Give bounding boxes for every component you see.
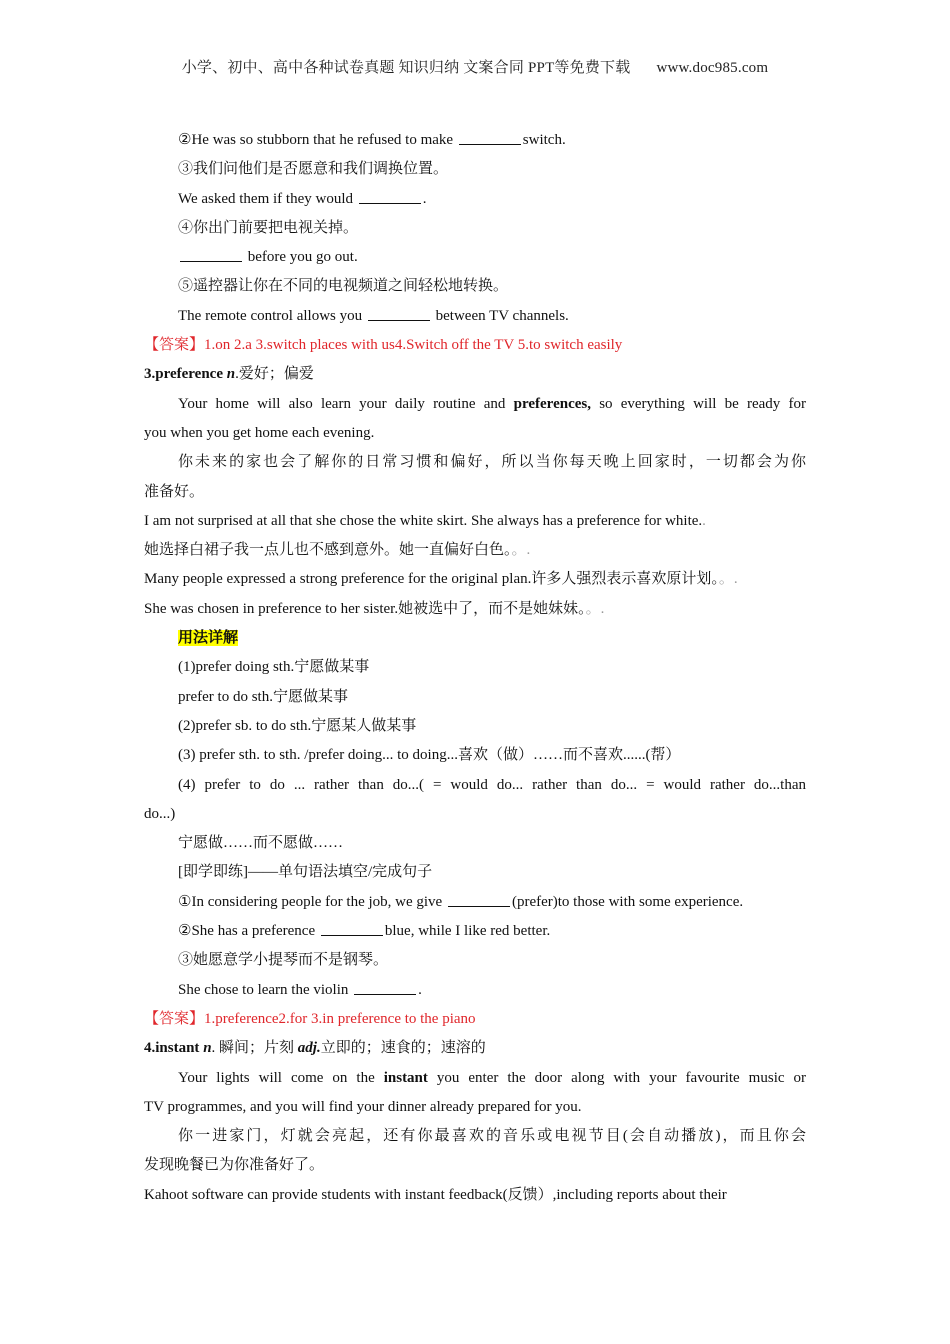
- paragraph: [144, 390, 806, 419]
- example-sentence: [144, 565, 806, 594]
- paragraph-cont: 发现晚餐已为你准备好了。: [144, 1157, 325, 1174]
- answer-blank: [448, 892, 510, 907]
- definition: 立即的；速食的；速溶的: [320, 1040, 486, 1057]
- answer-blank: [180, 247, 242, 262]
- paragraph: [144, 1064, 806, 1093]
- usage-line-cont: do...): [144, 805, 176, 822]
- usage-line: 宁愿做……而不愿做……: [178, 835, 344, 852]
- answer-blank: [354, 980, 416, 995]
- text: ②She has a preference: [178, 923, 319, 940]
- example-sentence: Kahoot software can provide students with instant feedback(反馈）,including reports about their: [144, 1186, 727, 1203]
- paragraph: 你未来的家也会了解你的日常习惯和偏好，所以当你每天晚上回家时，一切都会为你: [178, 454, 806, 471]
- answer-label: 【答案】: [144, 337, 205, 354]
- usage-line: (2)prefer sb. to do sth.宁愿某人做某事: [178, 717, 417, 734]
- text: 她选择白裙子我一点儿也不感到意外。她一直偏好白色。: [144, 542, 512, 559]
- text: you enter the door along with your favourite music or: [427, 1069, 806, 1086]
- exercise-line: [144, 126, 806, 155]
- text: The remote control allows you: [178, 307, 366, 324]
- example-sentence: [144, 595, 806, 624]
- part-of-speech: n: [203, 1040, 212, 1057]
- paragraph: 你一进家门，灯就会亮起，还有你最喜欢的音乐或电视节目(会自动播放)，而且你会: [178, 1128, 806, 1145]
- header-text: 小学、初中、高中各种试卷真题 知识归纳 文案合同 PPT等免费下载: [181, 60, 631, 76]
- text: Your home will also learn your daily routine and: [178, 395, 514, 412]
- keyword: instant: [383, 1069, 428, 1086]
- paragraph-cont: you when you get home each evening.: [144, 424, 375, 441]
- part-of-speech: adj.: [297, 1040, 321, 1057]
- text: ②He was so stubborn that he refused to make: [178, 132, 457, 148]
- exercise-line: ③她愿意学小提琴而不是钢琴。: [178, 952, 389, 969]
- text: Your lights will come on the: [178, 1069, 384, 1086]
- definition: . 瞬间；片刻: [211, 1040, 298, 1057]
- text: blue, while I like red better.: [384, 923, 551, 940]
- answer-line: [144, 331, 806, 360]
- usage-line: (3) prefer sth. to sth. /prefer doing... to doing...喜欢（做）……而不喜欢......(帮）: [178, 747, 681, 764]
- answer-line: [144, 1005, 806, 1034]
- part-of-speech: n: [226, 366, 236, 383]
- paragraph-cont: TV programmes, and you will find your dinner already prepared for you.: [144, 1098, 582, 1115]
- vocab-word: 3.preference: [144, 366, 227, 383]
- paragraph-cont: 准备好。: [144, 483, 205, 500]
- example-sentence: [144, 507, 806, 536]
- usage-line: (4) prefer to do ... rather than do...( = would do... rather than do... = would rather do...than: [178, 776, 806, 793]
- definition: .爱好；偏爱: [235, 366, 314, 383]
- page-header: [0, 56, 950, 77]
- text: ①In considering people for the job, we give: [178, 893, 446, 910]
- answer-label: 【答案】: [144, 1010, 205, 1027]
- answer-text: 1.preference2.for 3.in preference to the piano: [204, 1010, 476, 1027]
- keyword: preferences,: [513, 395, 591, 412]
- answer-blank: [459, 130, 521, 145]
- exercise-line: [144, 888, 806, 917]
- drill-title: [即学即练]——单句语法填空/完成句子: [178, 864, 433, 881]
- answer-text: 1.on 2.a 3.switch places with us4.Switch off the TV 5.to switch easily: [204, 337, 623, 354]
- exercise-line: ⑤遥控器让你在不同的电视频道之间轻松地转换。: [178, 278, 509, 295]
- header-url[interactable]: www.doc985.com: [656, 60, 769, 76]
- usage-title-text: 用法详解: [178, 630, 239, 647]
- mark: 。.: [718, 571, 738, 588]
- text: She was chosen in preference to her sister.她被选中了，而不是她妹妹。: [144, 600, 586, 617]
- exercise-line: ④你出门前要把电视关掉。: [178, 219, 359, 236]
- exercise-line: ③我们问他们是否愿意和我们调换位置。: [178, 161, 449, 178]
- text: switch.: [522, 132, 566, 148]
- exercise-line: [144, 302, 806, 331]
- text: between TV channels.: [431, 307, 569, 324]
- exercise-line: [144, 976, 806, 1005]
- text: before you go out.: [244, 249, 358, 266]
- text: Many people expressed a strong preference for the original plan.许多人强烈表示喜欢原计划。: [144, 571, 719, 588]
- text: (prefer)to those with some experience.: [511, 893, 744, 910]
- exercise-line: [144, 243, 806, 272]
- usage-line: (1)prefer doing sth.宁愿做某事: [178, 659, 370, 676]
- mark: .: [702, 512, 706, 529]
- usage-line: prefer to do sth.宁愿做某事: [178, 688, 348, 705]
- exercise-line: [144, 917, 806, 946]
- text: .: [422, 190, 427, 207]
- vocab-heading: [144, 360, 806, 389]
- text: We asked them if they would: [178, 190, 357, 207]
- answer-blank: [359, 189, 421, 204]
- exercise-line: [144, 185, 806, 214]
- text: She chose to learn the violin: [178, 981, 353, 998]
- vocab-heading: [144, 1034, 806, 1063]
- document-body: [144, 126, 806, 1210]
- vocab-word: 4.instant: [144, 1040, 204, 1057]
- text: so everything will be ready for: [590, 395, 807, 412]
- text: I am not surprised at all that she chose the white skirt. She always has a preference for white.: [144, 512, 703, 529]
- usage-title: [144, 624, 806, 653]
- answer-blank: [321, 921, 383, 936]
- text: .: [418, 981, 422, 998]
- mark: 。.: [511, 542, 531, 559]
- mark: 。.: [585, 600, 605, 617]
- answer-blank: [368, 306, 430, 321]
- example-translation: [144, 536, 806, 565]
